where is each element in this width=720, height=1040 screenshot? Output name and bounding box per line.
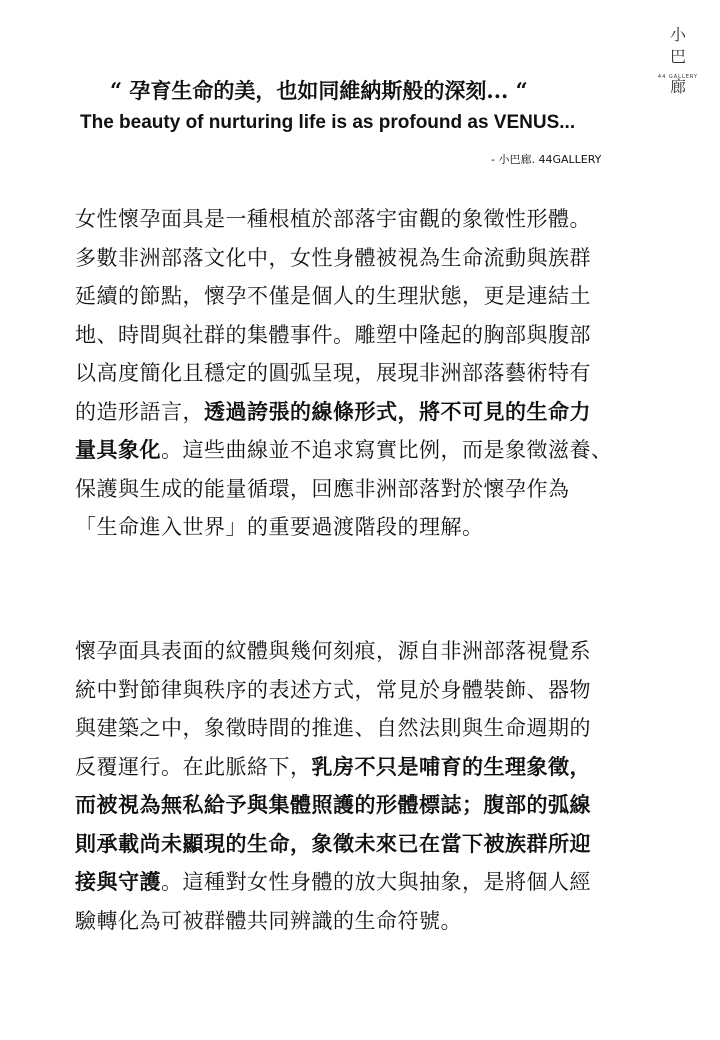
- paragraph-line: 與建築之中，象徵時間的推進、自然法則與生命週期的: [75, 716, 591, 740]
- paragraph-1: [75, 200, 695, 547]
- paragraph-line: [75, 431, 695, 470]
- paragraph-line: 地、時間與社群的集體事件。雕塑中隆起的胸部與腹部: [75, 322, 591, 347]
- quote-attribution: - 小巴廊. 44GALLERY: [491, 153, 602, 166]
- paragraph-line: 女性懷孕面具是一種根植於部落宇宙觀的象徵性形體。: [75, 207, 591, 231]
- paragraph-line: 懷孕面具表面的紋體與幾何刻痕，源自非洲部落視覺系: [75, 639, 591, 663]
- quote-chinese: “ 孕育生命的美，也如同維納斯般的深刻... “: [110, 78, 528, 103]
- quote-english: The beauty of nurturing life is as profound as VENUS...: [80, 112, 576, 133]
- gallery-logo: [650, 24, 706, 104]
- paragraph-line: 保護與生成的能量循環，回應非洲部落對於懷孕作為: [75, 476, 570, 501]
- paragraph-line: [75, 863, 695, 902]
- paragraph-line: [75, 748, 695, 787]
- paragraph-line-emphasis: 而被視為無私給予與集體照護的形體標誌；腹部的弧線: [75, 793, 591, 817]
- emphasis-text: 透過誇張的線條形式，將不可見的生命力: [204, 399, 591, 424]
- paragraph-text: 的造形語言，: [75, 399, 204, 424]
- paragraph-line: 「生命進入世界」的重要過渡階段的理解。: [75, 515, 484, 539]
- paragraph-2: [75, 632, 695, 940]
- paragraph-line: 以高度簡化且穩定的圓弧呈現，展現非洲部落藝術特有: [75, 361, 591, 385]
- paragraph-line: 延續的節點，懷孕不僅是個人的生理狀態，更是連結土: [75, 284, 591, 308]
- paragraph-text: 反覆運行。在此脈絡下，: [75, 754, 312, 779]
- paragraph-line: 多數非洲部落文化中，女性身體被視為生命流動與族群: [75, 245, 591, 270]
- logo-small-text: 44 GALLERY: [657, 74, 699, 80]
- paragraph-line: [75, 393, 695, 432]
- paragraph-text: 。這種對女性身體的放大與抽象，是將個人經: [161, 870, 591, 894]
- emphasis-text: 乳房不只是哺育的生理象徵，: [311, 754, 591, 779]
- paragraph-line: 統中對節律與秩序的表述方式，常見於身體裝飾、器物: [75, 677, 591, 702]
- paragraph-text: 。這些曲線並不追求寫實比例，而是象徵滋養、: [161, 438, 613, 462]
- logo-char-ba: 巴: [669, 47, 686, 66]
- emphasis-text: 接與守護: [75, 870, 161, 894]
- logo-char-small: 小: [669, 25, 686, 44]
- logo-char-lang: 廊: [669, 77, 686, 96]
- paragraph-line-emphasis: 則承載尚未顯現的生命，象徵未來已在當下被族群所迎: [75, 831, 591, 856]
- paragraph-line: 驗轉化為可被群體共同辨識的生命符號。: [75, 908, 462, 933]
- emphasis-text: 量具象化: [75, 438, 161, 462]
